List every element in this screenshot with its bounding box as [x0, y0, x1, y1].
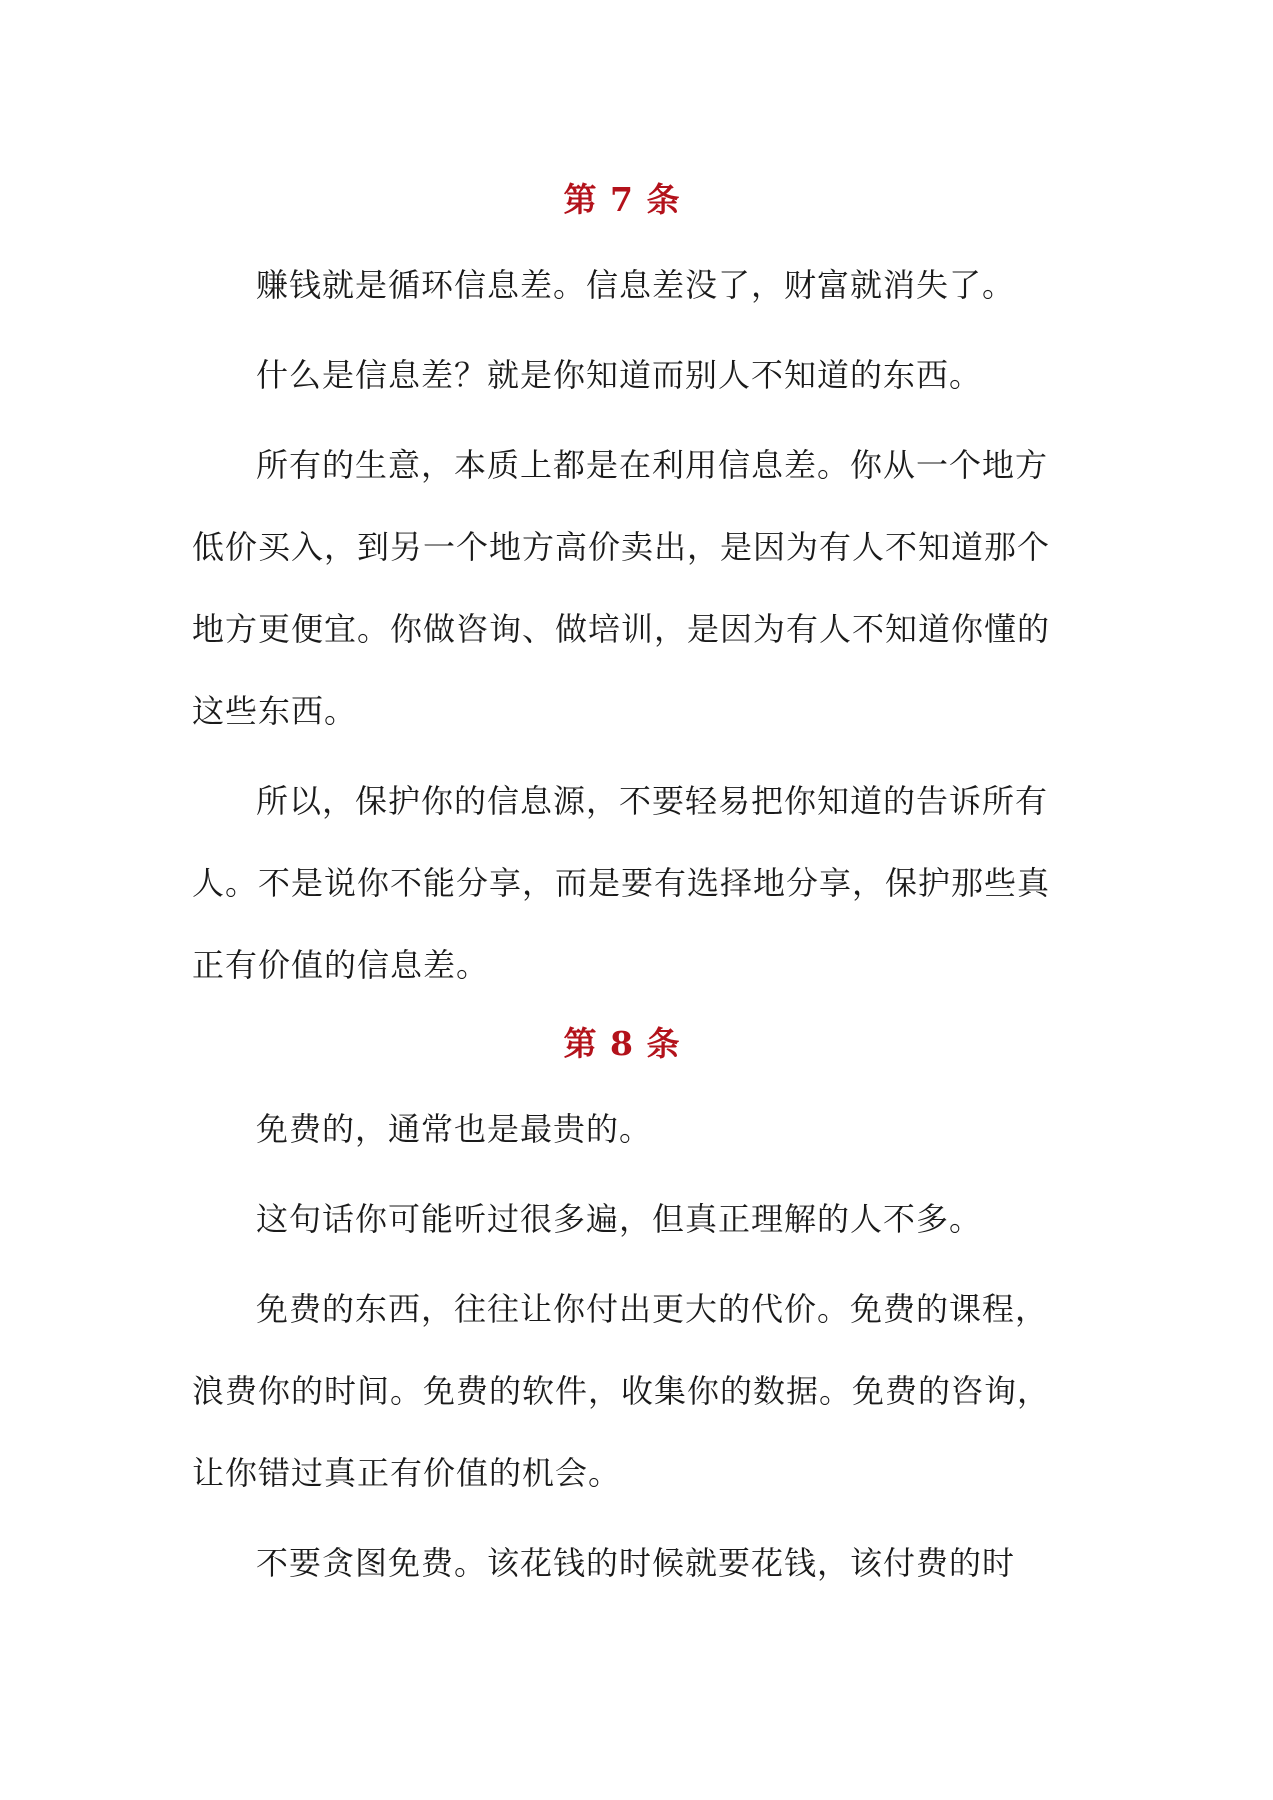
paragraph: 这句话你可能听过很多遍，但真正理解的人不多。: [256, 1200, 983, 1238]
section-heading: 第 7 条: [563, 180, 681, 219]
section-7: [192, 170, 1052, 1006]
paragraph: 赚钱就是循环信息差。信息差没了，财富就消失了。: [256, 266, 1016, 304]
section-heading: 第 8 条: [563, 1024, 681, 1063]
paragraph: 所以，保护你的信息源，不要轻易把你知道的告诉所有人。不是说你不能分享，而是要有选择地分享，保护那些真正有价值的信息差。: [192, 782, 1051, 984]
section-8: [192, 1014, 1052, 1604]
document-body: [192, 170, 1052, 1612]
paragraph: 免费的，通常也是最贵的。: [256, 1110, 653, 1148]
paragraph: 不要贪图免费。该花钱的时候就要花钱，该付费的时: [256, 1544, 1016, 1582]
paragraph: 免费的东西，往往让你付出更大的代价。免费的课程，浪费你的时间。免费的软件，收集你的数据。免费的咨询，让你错过真正有价值的机会。: [192, 1290, 1051, 1492]
paragraph: 所有的生意，本质上都是在利用信息差。你从一个地方低价买入，到另一个地方高价卖出，是因为有人不知道那个地方更便宜。你做咨询、做培训，是因为有人不知道你懂的这些东西。: [192, 446, 1051, 730]
paragraph: 什么是信息差？就是你知道而别人不知道的东西。: [256, 356, 983, 394]
